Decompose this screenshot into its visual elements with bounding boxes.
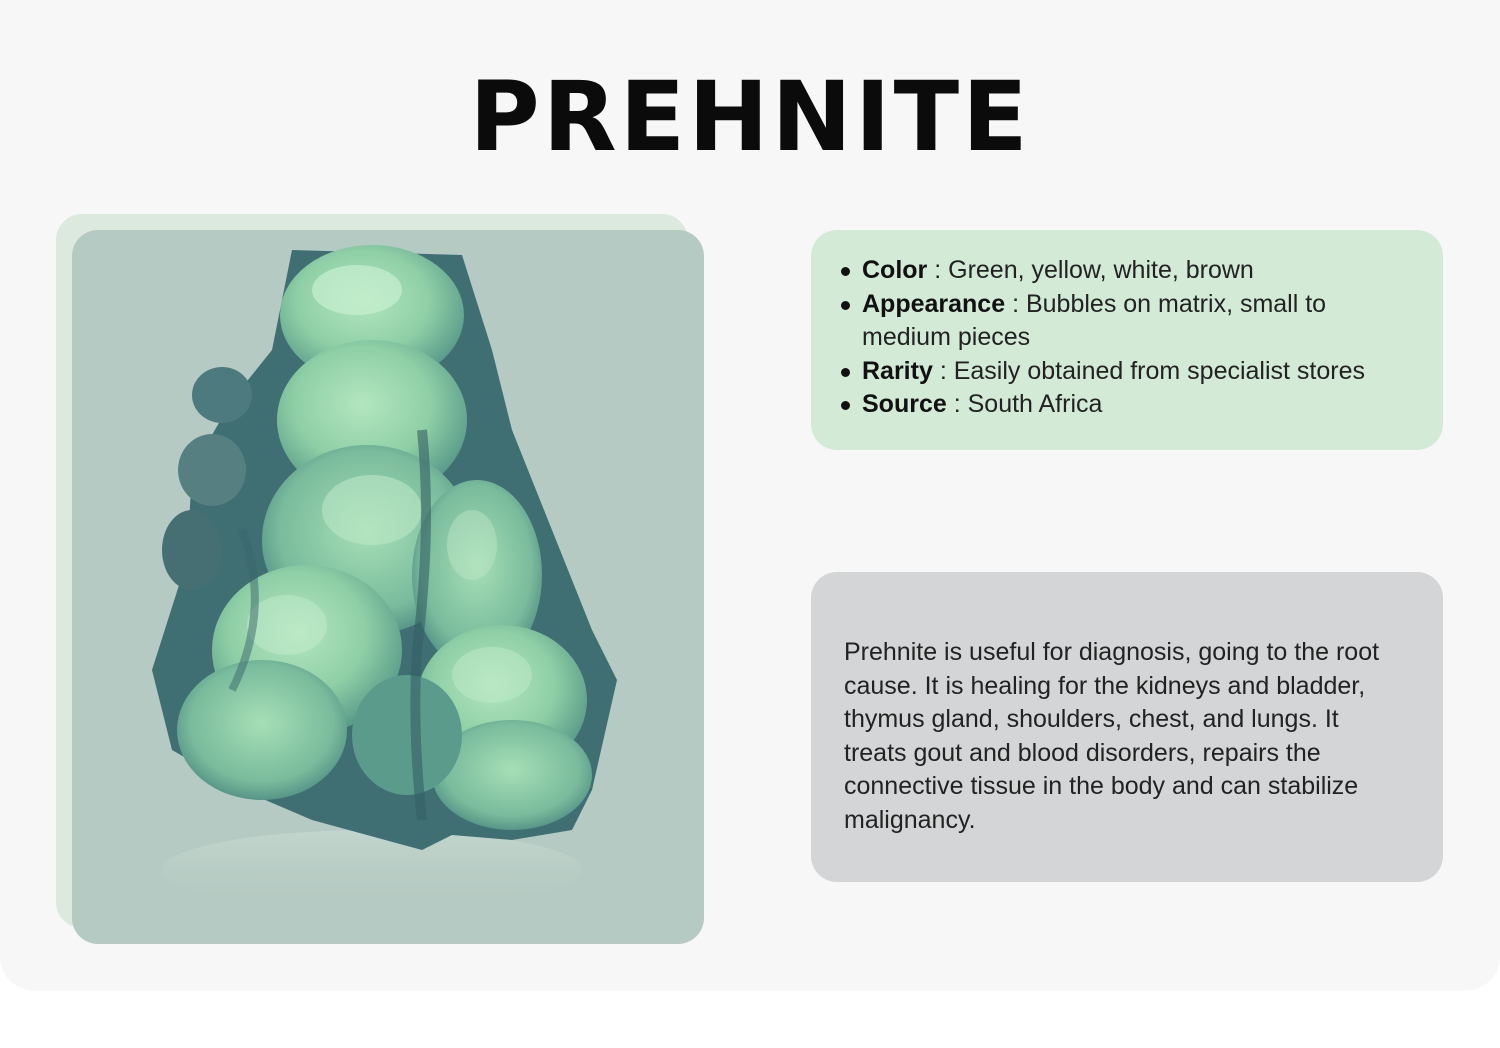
- property-appearance: [839, 288, 1413, 355]
- property-separator: :: [932, 356, 954, 385]
- mineral-photo: [72, 230, 704, 944]
- ground-reflection: [162, 830, 582, 910]
- property-key: Appearance: [862, 289, 1006, 318]
- property-value: South Africa: [967, 390, 1103, 418]
- property-separator: :: [927, 256, 949, 284]
- description-panel: [811, 572, 1443, 882]
- property-key: Source: [862, 390, 947, 418]
- property-key: Color: [862, 256, 928, 284]
- property-separator: :: [1005, 289, 1026, 318]
- prehnite-specimen-illustration: [72, 230, 704, 944]
- property-value: Easily obtained from specialist stores: [953, 356, 1366, 385]
- properties-list: [839, 254, 1413, 422]
- property-value: Green, yellow, white, brown: [948, 256, 1254, 284]
- page-title: PREHNITE: [469, 61, 1031, 173]
- property-color: [839, 254, 1413, 288]
- property-separator: :: [946, 390, 968, 418]
- properties-panel: [811, 230, 1443, 450]
- property-source: [839, 388, 1413, 422]
- property-rarity: [839, 355, 1413, 389]
- description-text: Prehnite is useful for diagnosis, going to the root cause. It is healing for the kidneys and bladder, thymus gland, shoulders, chest, and lungs. It treats gout and blood disorders, repairs the connective tissue in the body and can stabilize malignancy.: [844, 638, 1380, 834]
- property-key: Rarity: [862, 356, 933, 385]
- property-value: Bubbles on matrix, small to medium pieces: [862, 289, 1327, 351]
